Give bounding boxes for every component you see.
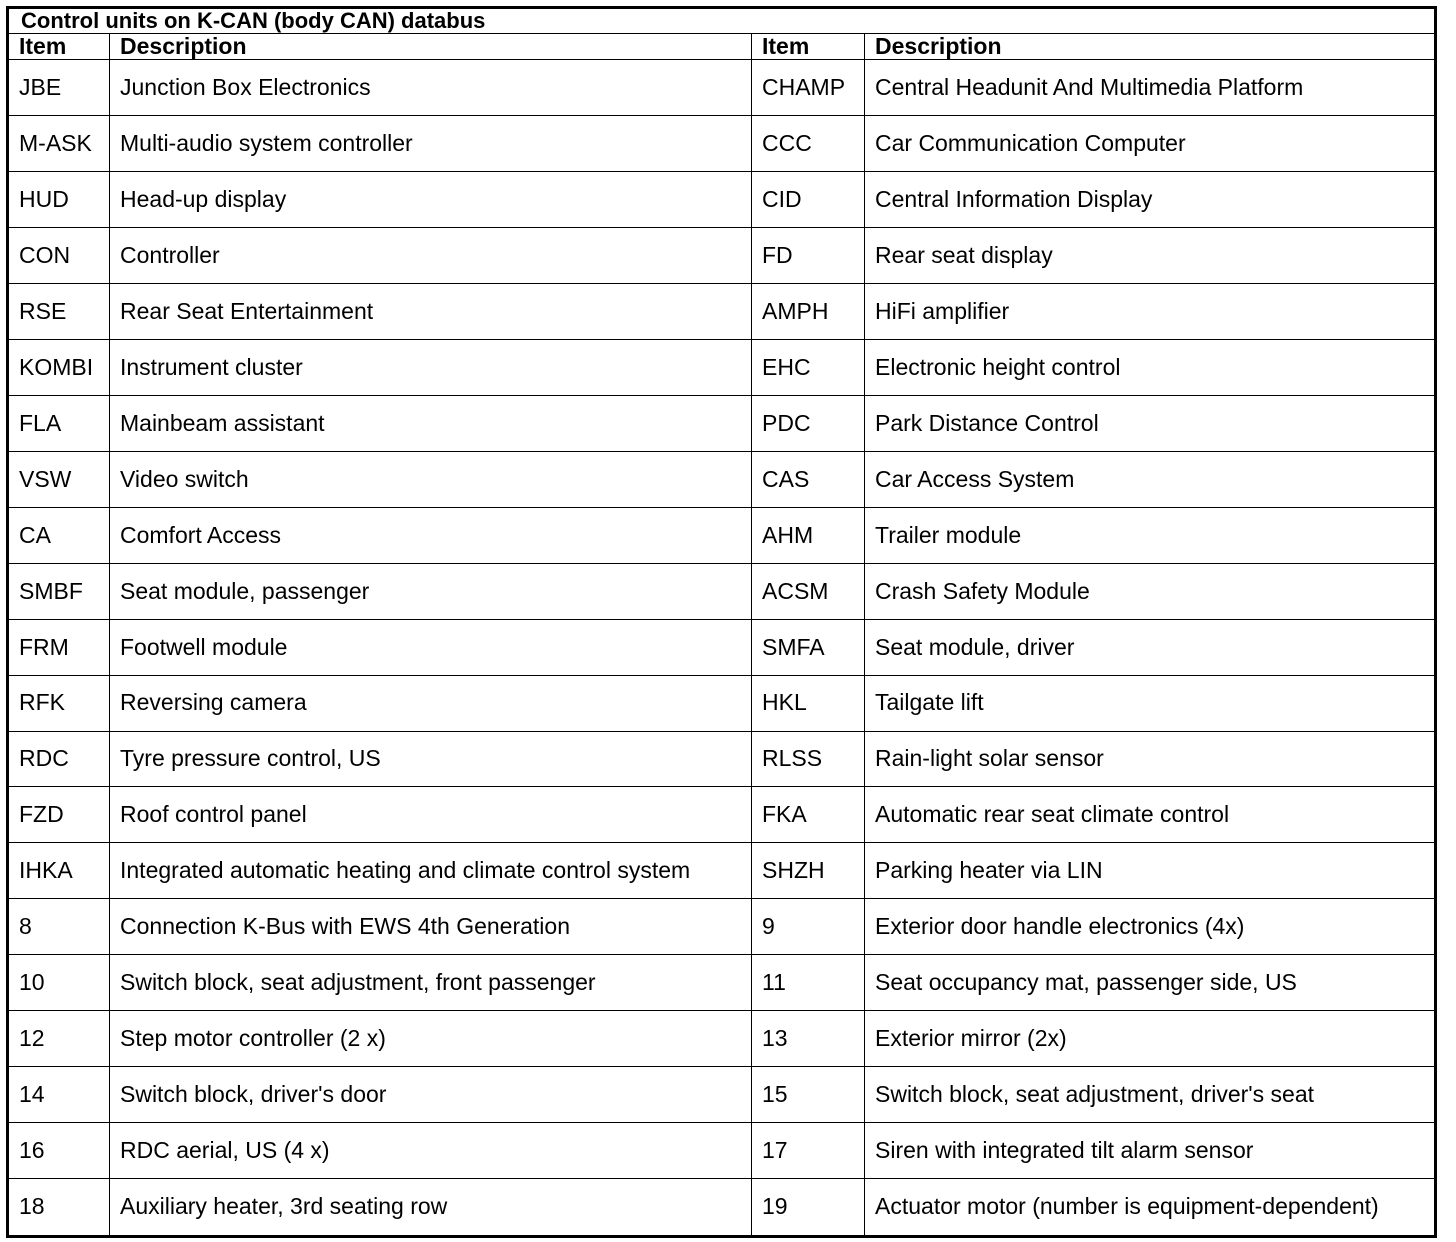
item-description-right: Exterior door handle electronics (4x) — [865, 899, 1436, 955]
item-description-left: RDC aerial, US (4 x) — [110, 1123, 752, 1179]
table-row — [8, 843, 1436, 899]
item-code-left: VSW — [8, 451, 110, 507]
table-row — [8, 731, 1436, 787]
item-description-right: HiFi amplifier — [865, 284, 1436, 340]
item-code-left: RFK — [8, 675, 110, 731]
item-description-right: Car Access System — [865, 451, 1436, 507]
table-header-row — [8, 34, 1436, 60]
item-code-left: 18 — [8, 1178, 110, 1236]
item-description-right: Actuator motor (number is equipment-dependent) — [865, 1178, 1436, 1236]
item-description-right: Parking heater via LIN — [865, 843, 1436, 899]
item-code-left: FRM — [8, 619, 110, 675]
item-description-left: Rear Seat Entertainment — [110, 284, 752, 340]
item-description-left: Switch block, seat adjustment, front passenger — [110, 955, 752, 1011]
item-description-right: Automatic rear seat climate control — [865, 787, 1436, 843]
item-code-left: 14 — [8, 1067, 110, 1123]
item-code-right: SHZH — [752, 843, 865, 899]
item-code-right: 13 — [752, 1011, 865, 1067]
item-description-left: Step motor controller (2 x) — [110, 1011, 752, 1067]
item-code-left: KOMBI — [8, 340, 110, 396]
column-header-item-right: Item — [752, 34, 865, 60]
table-row — [8, 396, 1436, 452]
item-code-right: 17 — [752, 1123, 865, 1179]
item-code-right: HKL — [752, 675, 865, 731]
item-description-right: Trailer module — [865, 507, 1436, 563]
item-description-left: Connection K-Bus with EWS 4th Generation — [110, 899, 752, 955]
table-body — [8, 60, 1436, 1237]
table-title-row — [8, 8, 1436, 34]
table-row — [8, 787, 1436, 843]
item-code-right: 9 — [752, 899, 865, 955]
item-description-right: Rear seat display — [865, 228, 1436, 284]
table-row — [8, 563, 1436, 619]
item-code-right: 19 — [752, 1178, 865, 1236]
item-code-left: SMBF — [8, 563, 110, 619]
table-row — [8, 172, 1436, 228]
table-row — [8, 1011, 1436, 1067]
table-row — [8, 451, 1436, 507]
item-code-left: JBE — [8, 60, 110, 116]
item-code-right: EHC — [752, 340, 865, 396]
item-description-left: Multi-audio system controller — [110, 116, 752, 172]
item-code-left: M-ASK — [8, 116, 110, 172]
item-code-right: CHAMP — [752, 60, 865, 116]
item-description-right: Park Distance Control — [865, 396, 1436, 452]
item-description-left: Footwell module — [110, 619, 752, 675]
item-code-left: RSE — [8, 284, 110, 340]
item-description-left: Tyre pressure control, US — [110, 731, 752, 787]
item-code-left: 8 — [8, 899, 110, 955]
table-row — [8, 116, 1436, 172]
item-description-left: Seat module, passenger — [110, 563, 752, 619]
item-code-right: SMFA — [752, 619, 865, 675]
table-row — [8, 955, 1436, 1011]
column-header-description-right: Description — [865, 34, 1436, 60]
item-code-left: 16 — [8, 1123, 110, 1179]
item-description-right: Crash Safety Module — [865, 563, 1436, 619]
table-title: Control units on K-CAN (body CAN) databus — [8, 8, 1436, 34]
item-description-left: Mainbeam assistant — [110, 396, 752, 452]
item-code-left: CA — [8, 507, 110, 563]
item-description-left: Switch block, driver's door — [110, 1067, 752, 1123]
item-description-left: Controller — [110, 228, 752, 284]
item-code-left: FLA — [8, 396, 110, 452]
table-row — [8, 1123, 1436, 1179]
control-units-table — [6, 6, 1437, 1238]
item-code-right: AHM — [752, 507, 865, 563]
item-code-right: ACSM — [752, 563, 865, 619]
table-row — [8, 1178, 1436, 1236]
table-row — [8, 899, 1436, 955]
item-description-left: Reversing camera — [110, 675, 752, 731]
item-code-right: FD — [752, 228, 865, 284]
item-code-right: RLSS — [752, 731, 865, 787]
item-description-right: Seat module, driver — [865, 619, 1436, 675]
item-code-right: CID — [752, 172, 865, 228]
item-description-right: Exterior mirror (2x) — [865, 1011, 1436, 1067]
item-code-right: 15 — [752, 1067, 865, 1123]
item-code-right: 11 — [752, 955, 865, 1011]
item-code-left: IHKA — [8, 843, 110, 899]
column-header-description-left: Description — [110, 34, 752, 60]
item-description-right: Tailgate lift — [865, 675, 1436, 731]
item-description-right: Rain-light solar sensor — [865, 731, 1436, 787]
item-description-left: Roof control panel — [110, 787, 752, 843]
item-description-left: Integrated automatic heating and climate control system — [110, 843, 752, 899]
item-code-left: CON — [8, 228, 110, 284]
document-page — [6, 6, 1434, 1238]
item-code-right: FKA — [752, 787, 865, 843]
item-code-right: PDC — [752, 396, 865, 452]
item-description-left: Video switch — [110, 451, 752, 507]
item-description-right: Central Information Display — [865, 172, 1436, 228]
item-description-right: Car Communication Computer — [865, 116, 1436, 172]
item-code-left: FZD — [8, 787, 110, 843]
item-code-left: HUD — [8, 172, 110, 228]
table-row — [8, 340, 1436, 396]
item-code-right: AMPH — [752, 284, 865, 340]
item-code-left: 12 — [8, 1011, 110, 1067]
item-description-left: Junction Box Electronics — [110, 60, 752, 116]
item-description-left: Comfort Access — [110, 507, 752, 563]
table-row — [8, 619, 1436, 675]
item-code-left: RDC — [8, 731, 110, 787]
item-description-left: Head-up display — [110, 172, 752, 228]
item-description-right: Seat occupancy mat, passenger side, US — [865, 955, 1436, 1011]
table-row — [8, 60, 1436, 116]
item-description-left: Auxiliary heater, 3rd seating row — [110, 1178, 752, 1236]
table-row — [8, 507, 1436, 563]
table-row — [8, 675, 1436, 731]
item-code-left: 10 — [8, 955, 110, 1011]
table-row — [8, 228, 1436, 284]
column-header-item-left: Item — [8, 34, 110, 60]
item-description-right: Siren with integrated tilt alarm sensor — [865, 1123, 1436, 1179]
table-row — [8, 1067, 1436, 1123]
item-description-right: Switch block, seat adjustment, driver's seat — [865, 1067, 1436, 1123]
item-description-left: Instrument cluster — [110, 340, 752, 396]
item-code-right: CCC — [752, 116, 865, 172]
item-code-right: CAS — [752, 451, 865, 507]
item-description-right: Electronic height control — [865, 340, 1436, 396]
table-row — [8, 284, 1436, 340]
item-description-right: Central Headunit And Multimedia Platform — [865, 60, 1436, 116]
